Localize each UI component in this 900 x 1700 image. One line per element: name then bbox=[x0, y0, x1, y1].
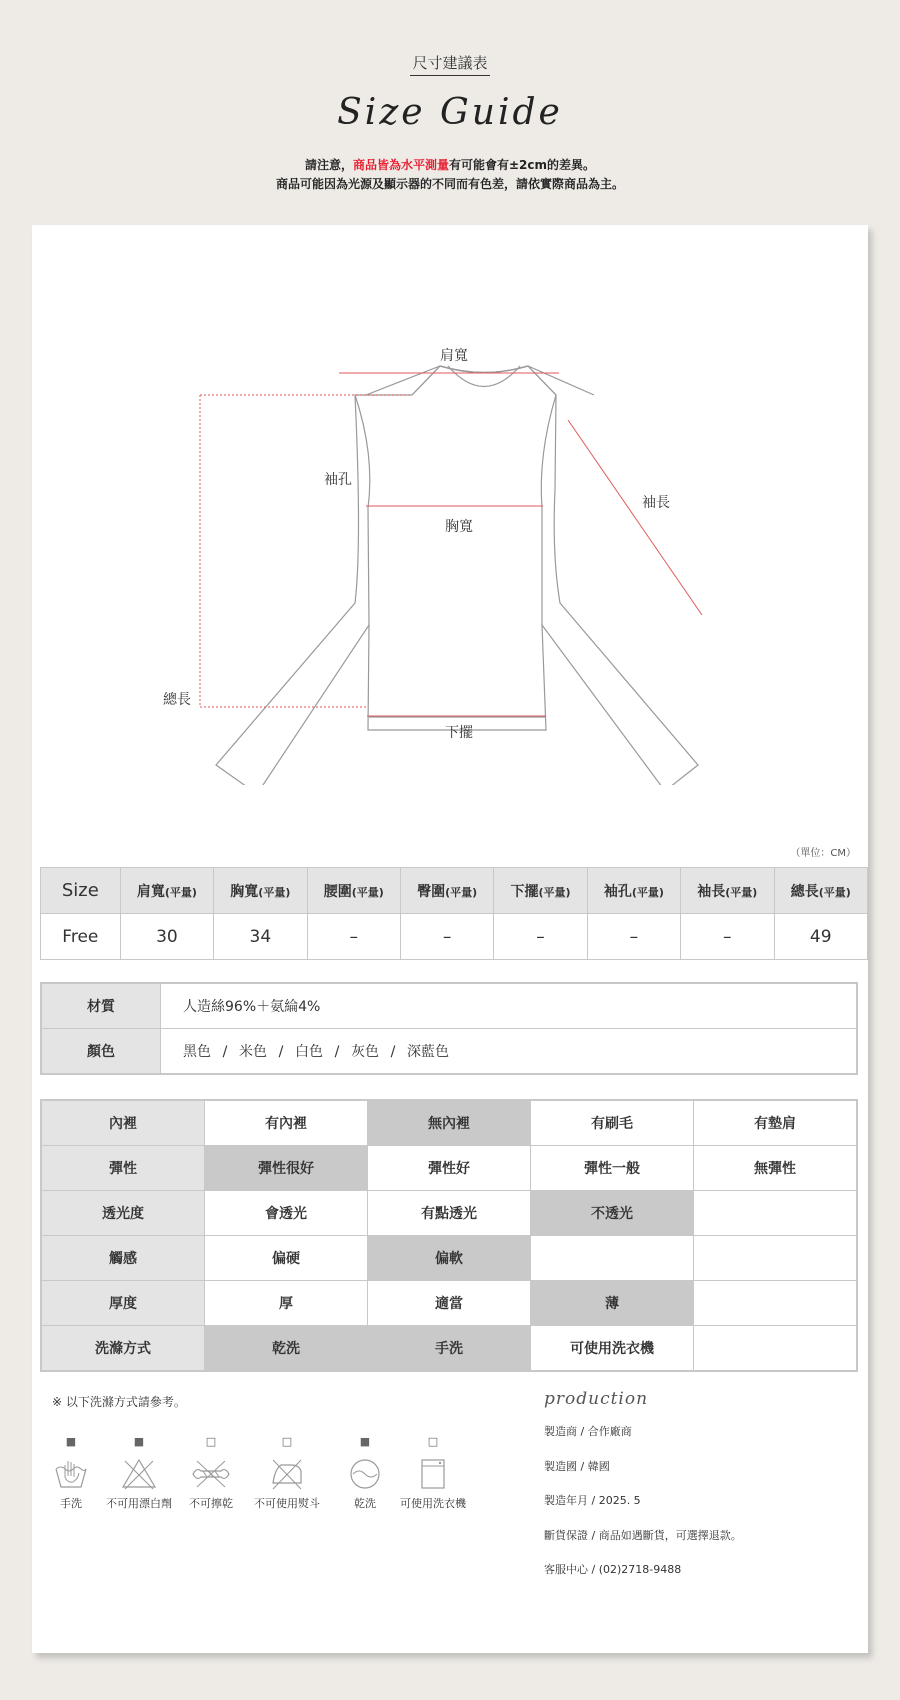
washing-mark: ■ bbox=[359, 1435, 371, 1448]
material-label: 材質 bbox=[41, 983, 161, 1029]
property-option bbox=[694, 1326, 858, 1372]
label-hem: 下擺 bbox=[445, 725, 473, 741]
size-guide-card bbox=[32, 225, 868, 1653]
measurement-notice: 請注意，商品皆為水平測量有可能會有±2cm的差異。 商品可能因為光源及顯示器的不同而有色差，請依實際商品為主。 bbox=[275, 158, 624, 191]
production-title: production bbox=[544, 1389, 649, 1409]
property-table bbox=[40, 1099, 858, 1372]
value-cell: – bbox=[587, 914, 680, 960]
garment-diagram bbox=[32, 225, 868, 785]
value-cell: – bbox=[681, 914, 774, 960]
property-option: 有內裡 bbox=[205, 1100, 368, 1146]
washing-label: 不可擰乾 bbox=[189, 1497, 233, 1510]
label-chest: 胸寬 bbox=[445, 519, 473, 535]
property-row bbox=[41, 1326, 857, 1372]
property-label: 厚度 bbox=[41, 1281, 205, 1326]
washing-item bbox=[242, 1433, 332, 1511]
property-option: 偏軟 bbox=[368, 1236, 531, 1281]
value-cell: 30 bbox=[120, 914, 213, 960]
property-option: 適當 bbox=[368, 1281, 531, 1326]
washing-label: 手洗 bbox=[60, 1497, 82, 1510]
label-armhole: 袖孔 bbox=[324, 472, 352, 488]
washing-mark: ■ bbox=[133, 1435, 145, 1448]
property-option: 彈性好 bbox=[368, 1146, 531, 1191]
production-line: 製造年月 / 2025. 5 bbox=[544, 1494, 641, 1507]
header-length: 總長(平量) bbox=[774, 868, 868, 914]
property-option: 可使用洗衣機 bbox=[531, 1326, 694, 1372]
color-option: 灰色 bbox=[351, 1044, 379, 1060]
production-line: 製造商 / 合作廠商 bbox=[544, 1425, 632, 1438]
property-option: 偏硬 bbox=[205, 1236, 368, 1281]
property-option: 有刷毛 bbox=[531, 1100, 694, 1146]
property-option bbox=[531, 1236, 694, 1281]
measure-lines bbox=[339, 373, 702, 716]
color-option: 深藍色 bbox=[407, 1044, 449, 1060]
size-header: Size bbox=[41, 868, 121, 914]
property-row bbox=[41, 1191, 857, 1236]
sweater-outline bbox=[216, 366, 698, 785]
property-row bbox=[41, 1281, 857, 1326]
property-label: 洗滌方式 bbox=[41, 1326, 205, 1372]
color-label: 顏色 bbox=[41, 1029, 161, 1075]
label-shoulder: 肩寬 bbox=[440, 348, 468, 364]
washing-label: 乾洗 bbox=[354, 1497, 376, 1510]
page-title-en: Size Guide bbox=[337, 92, 563, 133]
property-option: 彈性很好 bbox=[205, 1146, 368, 1191]
value-cell: – bbox=[494, 914, 587, 960]
production-line: 斷貨保證 / 商品如遇斷貨，可選擇退款。 bbox=[544, 1528, 742, 1542]
value-cell: 49 bbox=[774, 914, 868, 960]
property-option: 有墊肩 bbox=[694, 1100, 858, 1146]
property-option: 薄 bbox=[531, 1281, 694, 1326]
property-option: 乾洗 bbox=[205, 1326, 368, 1372]
color-option: 白色 bbox=[295, 1044, 323, 1060]
label-length: 總長 bbox=[163, 692, 191, 708]
property-option: 手洗 bbox=[368, 1326, 531, 1372]
header-waist: 腰圍(平量) bbox=[307, 868, 400, 914]
property-option: 會透光 bbox=[205, 1191, 368, 1236]
property-option bbox=[694, 1191, 858, 1236]
label-sleeve: 袖長 bbox=[642, 495, 670, 511]
property-label: 透光度 bbox=[41, 1191, 205, 1236]
property-option: 彈性一般 bbox=[531, 1146, 694, 1191]
material-table bbox=[40, 982, 858, 1075]
property-row bbox=[41, 1236, 857, 1281]
color-values: 黑色 / 米色 / 白色 / 灰色 / 深藍色 bbox=[161, 1029, 858, 1075]
header-chest: 胸寬(平量) bbox=[214, 868, 307, 914]
property-label: 彈性 bbox=[41, 1146, 205, 1191]
washing-item bbox=[388, 1433, 478, 1511]
washing-mark: □ bbox=[205, 1435, 217, 1448]
washing-machine-icon bbox=[388, 1457, 478, 1491]
size-table-header bbox=[41, 868, 868, 914]
property-option: 有點透光 bbox=[368, 1191, 531, 1236]
header-shoulder: 肩寬(平量) bbox=[120, 868, 213, 914]
material-value: 人造絲96%＋氨綸4% bbox=[161, 983, 858, 1029]
property-option: 厚 bbox=[205, 1281, 368, 1326]
washing-note: ※ 以下洗滌方式請參考。 bbox=[52, 1395, 186, 1409]
color-option: 米色 bbox=[239, 1044, 267, 1060]
property-label: 觸感 bbox=[41, 1236, 205, 1281]
production-info bbox=[544, 1389, 742, 1596]
washing-mark: ■ bbox=[65, 1435, 77, 1448]
table-row bbox=[41, 914, 868, 960]
page-header bbox=[0, 0, 900, 225]
value-cell: – bbox=[307, 914, 400, 960]
header-armhole: 袖孔(平量) bbox=[587, 868, 680, 914]
color-option: 黑色 bbox=[183, 1044, 211, 1060]
production-line: 客服中心 / (02)2718-9488 bbox=[544, 1563, 682, 1576]
washing-mark: □ bbox=[427, 1435, 439, 1448]
unit-label: （單位：CM） bbox=[790, 848, 856, 859]
property-option: 不透光 bbox=[531, 1191, 694, 1236]
property-option: 無彈性 bbox=[694, 1146, 858, 1191]
washing-label: 不可使用熨斗 bbox=[254, 1497, 320, 1510]
header-hip: 臀圍(平量) bbox=[400, 868, 493, 914]
notice-highlight: 商品皆為水平測量 bbox=[352, 158, 449, 172]
header-sleeve: 袖長(平量) bbox=[681, 868, 774, 914]
property-option bbox=[694, 1236, 858, 1281]
property-row bbox=[41, 1100, 857, 1146]
property-row bbox=[41, 1146, 857, 1191]
washing-mark: □ bbox=[281, 1435, 293, 1448]
property-option: 無內裡 bbox=[368, 1100, 531, 1146]
page-title-zh: 尺寸建議表 bbox=[0, 52, 900, 73]
material-row bbox=[41, 983, 857, 1029]
size-cell: Free bbox=[41, 914, 121, 960]
color-row bbox=[41, 1029, 857, 1075]
value-cell: – bbox=[400, 914, 493, 960]
washing-label: 可使用洗衣機 bbox=[400, 1497, 466, 1510]
value-cell: 34 bbox=[214, 914, 307, 960]
property-option bbox=[694, 1281, 858, 1326]
header-hem: 下擺(平量) bbox=[494, 868, 587, 914]
property-label: 內裡 bbox=[41, 1100, 205, 1146]
production-line: 製造國 / 韓國 bbox=[544, 1459, 610, 1473]
no-iron-icon bbox=[242, 1457, 332, 1491]
washing-label: 不可用漂白劑 bbox=[106, 1497, 172, 1510]
size-table bbox=[40, 867, 868, 960]
